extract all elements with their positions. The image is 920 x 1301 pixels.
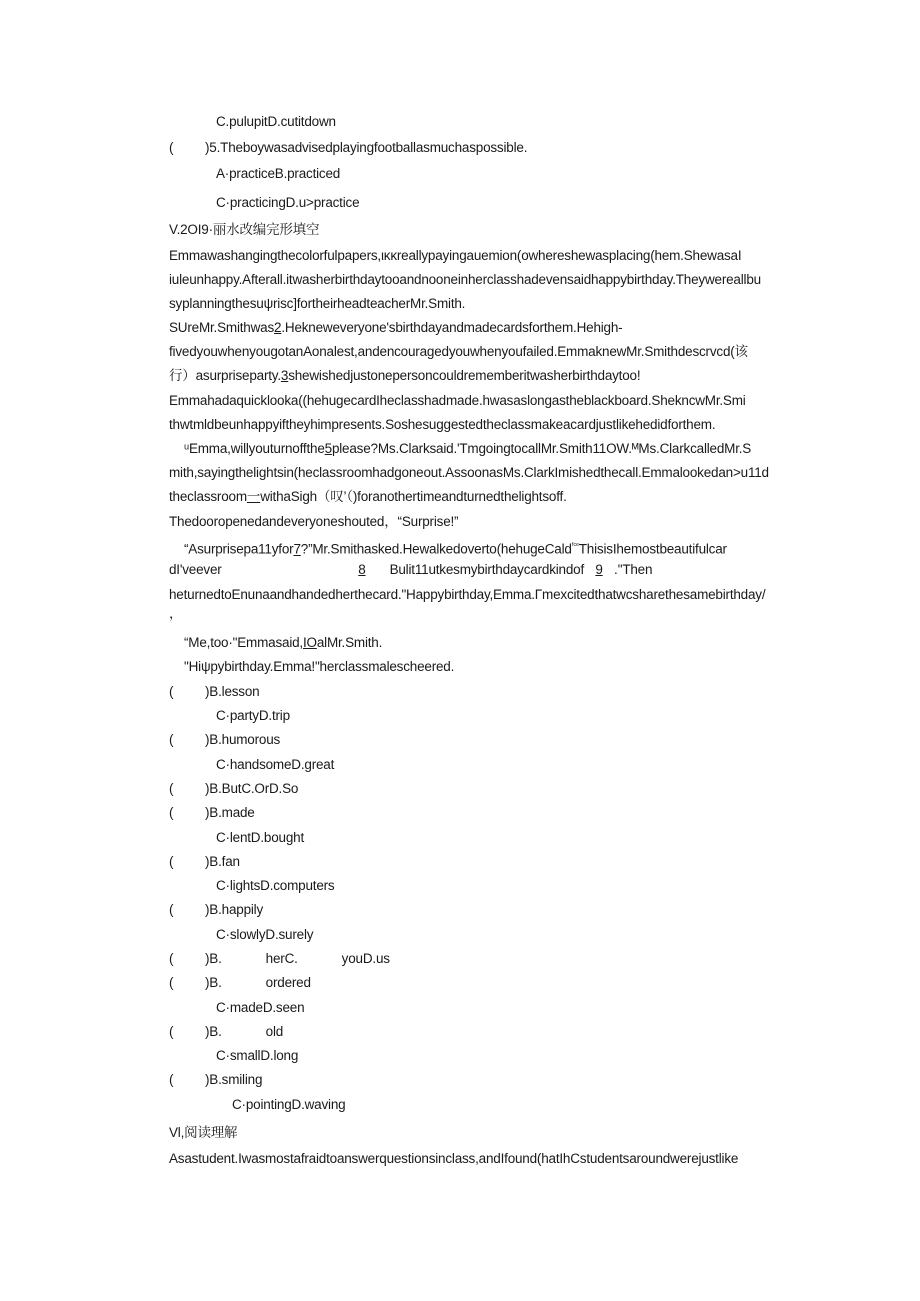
option-row-4-c: C·lentD.bought [216, 830, 305, 845]
question-4-option-c: C.pulupitD.cutitdown [216, 114, 336, 129]
option-row-6-c: C·slowlyD.surely [216, 927, 314, 942]
option-row-9-c: C·smallD.long [216, 1048, 299, 1063]
question-5-option-c: C·practicingD.u>practice [216, 195, 360, 210]
passage-line: dI'veever 8 Bulit11utkesmybirthdaycardkindof 9 .''Then [169, 562, 653, 577]
blank-9: 9 [595, 562, 603, 577]
passage-line: thwtmldbeunhappyiftheyhimpresents.Soshesuggestedtheclassmakeacardjustlikehedidforthem. [169, 417, 716, 432]
option-row-1-c: C·partyD.trip [216, 708, 290, 723]
passage-line: heturnedtoEnunaandhandedherthecard."Happybirthday,Emma.Γmexcitedthatwcsharethesamebirthday/ [169, 587, 766, 602]
option-row-2: ( )B.humorous [169, 732, 281, 747]
option-row-9: ( )B. old [169, 1024, 284, 1039]
passage-line: fivedyouwhenyougotanAonalest,andencouragedyouwhenyoufailed.EmmaknewMr.Smithdescrvcd(该 [169, 344, 748, 359]
blank-2: 2 [274, 320, 282, 335]
question-5-option-a: A·practiceB.practiced [216, 166, 341, 181]
option-row-1: ( )B.lesson [169, 684, 260, 699]
passage-line: ᵘEmma,willyouturnoffthe5please?Ms.Clarksaid.'TmgoingtocallMr.Smith11OW.ᴹMs.ClarkcalledMr.S [184, 441, 752, 456]
option-row-4: ( )B.made [169, 805, 255, 820]
passage-line: theclassroom一withaSigh（叹’（)foranothertimeandturnedthelightsoff. [169, 489, 567, 504]
option-row-3: ( )B.ButC.OrD.So [169, 781, 299, 796]
blank-3: 3 [280, 368, 289, 383]
passage-line: Thedooropenedandeveryoneshouted，“Surprise!” [169, 514, 459, 529]
passage-line: “Me,too·"Emmasaid,IOalMr.Smith. [184, 635, 383, 650]
passage-line: Emmawashangingthecolorfulpapers,ικκreallypayingauemion(owhereshewasplacing(hem.ShewasaI [169, 248, 742, 263]
answer-paren-open: ( [169, 140, 174, 155]
blank-5: 5 [324, 441, 332, 456]
option-row-8: ( )B. ordered [169, 975, 311, 990]
section-5-title: V.2OI9·丽水改编完形填空 [169, 222, 320, 237]
passage-line: Emmahadaquicklooka((hehugecardIheclasshadmade.hwasaslongastheblackboard.ShekncwMr.Smi [169, 393, 746, 408]
blank-8: 8 [358, 562, 366, 577]
answer-paren-close: ) [205, 140, 210, 155]
passage-line: "Hiψpybirthday.Emma!"herclassmalescheered. [184, 659, 455, 674]
passage-line: “Asurprisepa11yfor7?”Mr.Smithasked.Hewalkedoverto(hehugeCald$^{ᶠᶜᵉ}$ThisisIhemostbeautifulcar [184, 541, 727, 557]
passage-line: ， [169, 606, 183, 621]
option-row-8-c: C·madeD.seen [216, 1000, 305, 1015]
option-row-10: ( )B.smiling [169, 1072, 263, 1087]
option-row-2-c: C·handsomeD.great [216, 757, 335, 772]
passage-line: iuleunhappy.Afterall.itwasherbirthdaytooandnooneinherclasshadevensaidhappybirthday.Theywereallbu [169, 272, 761, 287]
option-row-10-c: C·pointingD.waving [232, 1097, 346, 1112]
option-row-5: ( )B.fan [169, 854, 240, 869]
passage-line: SUreMr.Smithwas2.Hekneweveryone'sbirthdayandmadecardsforthem.Hehigh- [169, 320, 623, 335]
section-6-title: Vl,阅读理解 [169, 1125, 238, 1140]
option-row-7: ( )B. herC. youD.us [169, 951, 390, 966]
passage-line: Asastudent.Iwasmostafraidtoanswerquestionsinclass,andIfound(hatIhCstudentsaroundwerejustlike [169, 1151, 739, 1166]
blank-6: 一 [246, 489, 261, 504]
passage-line: mith,sayingthelightsin(heclassroomhadgoneout.AssoonasMs.ClarkImishedthecall.Emmalookedan>u11d [169, 465, 769, 480]
passage-line: syplanningthesuψrisc]fortheirheadteacherMr.Smith. [169, 296, 466, 311]
blank-7: 7 [293, 541, 301, 557]
passage-line: 行）asurpriseparty.3shewishedjustonepersoncouldrememberitwasherbirthdaytoo! [169, 368, 641, 383]
blank-10: IO [302, 635, 317, 650]
question-5-stem: ( )5.Theboywasadvisedplayingfootballasmuchaspossible. [169, 140, 528, 155]
option-row-5-c: C·lightsD.computers [216, 878, 335, 893]
option-row-6: ( )B.happily [169, 902, 264, 917]
